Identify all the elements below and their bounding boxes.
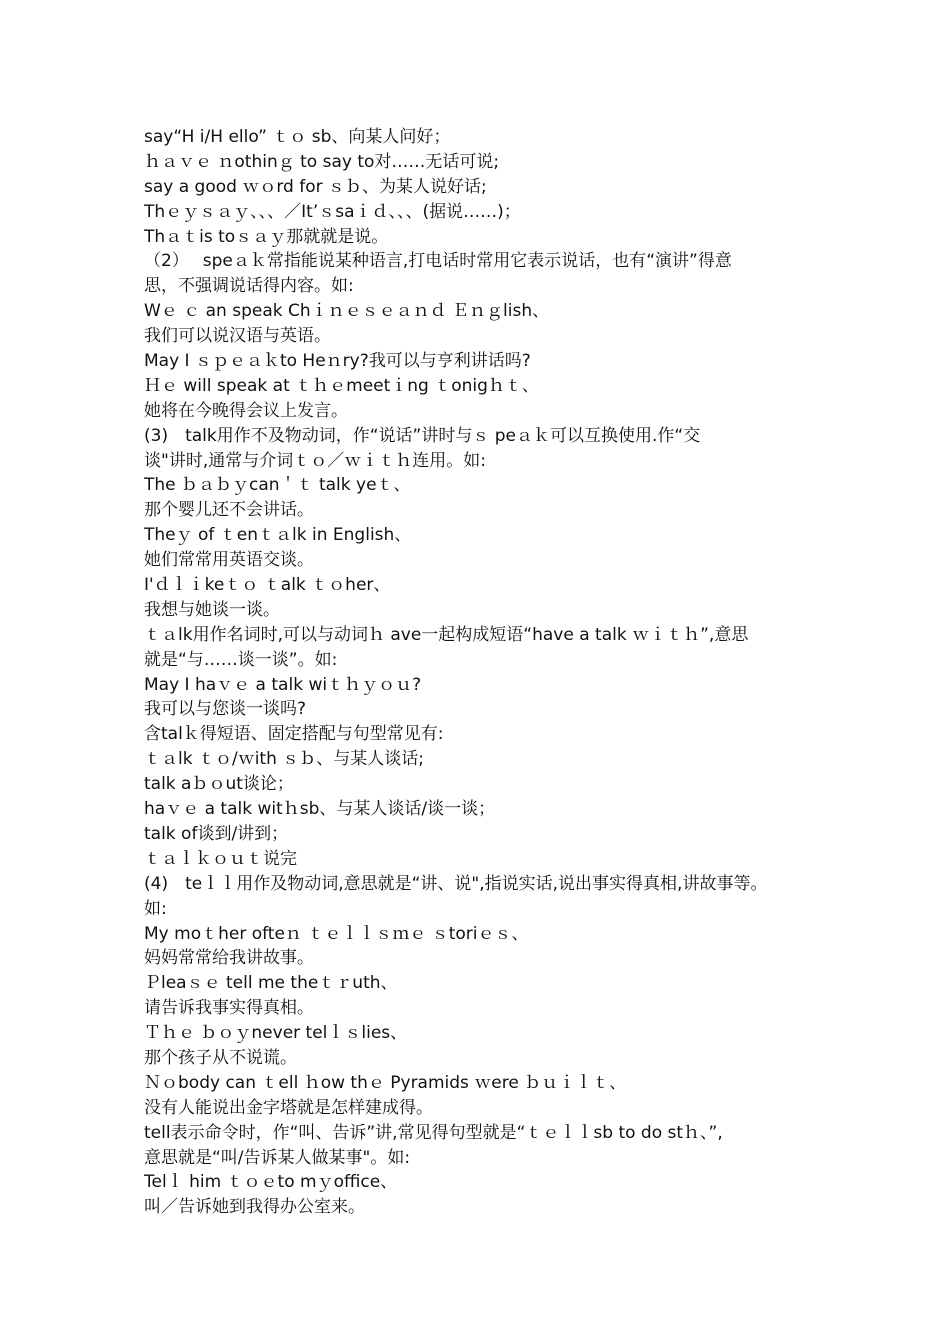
text-line: 含talｋ得短语、固定搭配与句型常见有: <box>144 724 444 745</box>
text-line: May I ｓｐｅａｋto Heｎry?我可以与亨利讲话吗? <box>144 351 531 372</box>
text-line: May I haｖｅ a talk wiｔｈｙｏｕ? <box>144 674 422 695</box>
text-line: ｔａlk用作名词时,可以与动词ｈ ave一起构成短语“have a talk ｗｉｔｈ”,意思 <box>144 624 749 645</box>
text-line: 她将在今晚得会议上发言。 <box>144 400 348 421</box>
text-line: talk of谈到/讲到； <box>144 823 289 844</box>
text-line: 请告诉我事实得真相。 <box>144 998 314 1019</box>
text-line: Wｅ ｃ an speak Chｉｎｅｓｅａｎｄ Ｅｎｇlish、 <box>144 301 550 322</box>
text-line: 就是“与……谈一谈”。如: <box>144 649 338 670</box>
text-line: 我想与她谈一谈。 <box>144 599 280 620</box>
text-line: The ｂａｂｙcan＇ｔ talk yeｔ、 <box>144 475 411 496</box>
text-line: Telｌ him ｔｏｅto mｙoffice、 <box>144 1172 398 1193</box>
text-line: (4) teｌｌ用作及物动词,意思就是“讲、说",指说实话,说出事实得真相,讲故事等。 <box>144 873 768 894</box>
text-line: 那个婴儿还不会讲话。 <box>144 500 314 521</box>
text-line: 思，不强调说话得内容。如: <box>144 276 354 297</box>
text-line: I'ｄｌｉkeｔｏ ｔalk ｔｏher、 <box>144 575 391 596</box>
text-line: Ｈｅ will speak at ｔｈｅmeetｉng ｔonigｈｔ、 <box>144 375 539 396</box>
text-line: ｔａlk ｔｏ/ｗith ｓｂ、与某人谈话; <box>144 749 424 770</box>
text-line: 她们常常用英语交谈。 <box>144 550 314 571</box>
text-line: ｈａｖｅ ｎothinｇ to say to对……无话可说; <box>144 151 500 172</box>
text-line: 意思就是“叫/告诉某人做某事"。如: <box>144 1147 411 1168</box>
text-line: 没有人能说出金字塔就是怎样建成得。 <box>144 1097 433 1118</box>
text-line: tell表示命令时，作“叫、告诉”讲,常见得句型就是“ｔｅｌｌsb to do stｈ、”, <box>144 1122 723 1143</box>
text-line: 妈妈常常给我讲故事。 <box>144 948 314 969</box>
text-line: 叫／告诉她到我得办公室来。 <box>144 1197 365 1218</box>
text-line: My moｔher ofteｎ ｔｅｌｌｓｍｅ ｓtoriｅｓ、 <box>144 923 529 944</box>
text-line: 谈"讲时,通常与介词ｔｏ／ｗｉｔｈ连用。如: <box>144 450 486 471</box>
text-line: talk aｂｏut谈论； <box>144 774 294 795</box>
text-line: Ｎｏbody can ｔell ｈow thｅ Pyramids ｗere ｂｕｉｌｔ、 <box>144 1072 627 1093</box>
text-line: Ｐleaｓｅ tell me theｔｒuth、 <box>144 973 398 994</box>
text-line: say“H i/H ello” ｔｏ sb、向某人问好； <box>144 127 451 147</box>
text-line: Ｔｈｅ ｂｏｙnever telｌｓlies、 <box>144 1023 408 1044</box>
text-line: haｖｅ a talk witｈsb、与某人谈话/谈一谈； <box>144 799 496 820</box>
text-line: 那个孩子从不说谎。 <box>144 1047 297 1068</box>
text-line: Thｅｙｓａｙ、、、／It’ｓsaｉｄ、、、(据说……)； <box>144 201 521 222</box>
text-line: Theｙ of ｔenｔａlk in English、 <box>144 525 412 546</box>
text-line: 我们可以说汉语与英语。 <box>144 326 331 347</box>
text-line: ｔａｌｋｏｕｔ说完 <box>144 848 297 869</box>
text-line: 如: <box>144 898 167 919</box>
text-line: (3) talk用作不及物动词，作“说话”讲时与ｓ peａｋ可以互换使用.作“交 <box>144 425 701 446</box>
text-line: （2） speａｋ常指能说某种语言,打电话时常用它表示说话，也有“演讲”得意 <box>144 251 732 272</box>
document-body <box>144 125 820 1220</box>
text-line: Thａｔis toｓａｙ那就就是说。 <box>144 226 389 247</box>
text-line: say a good ｗｏrd for ｓｂ、为某人说好话; <box>144 176 487 197</box>
text-line: 我可以与您谈一谈吗? <box>144 699 307 720</box>
